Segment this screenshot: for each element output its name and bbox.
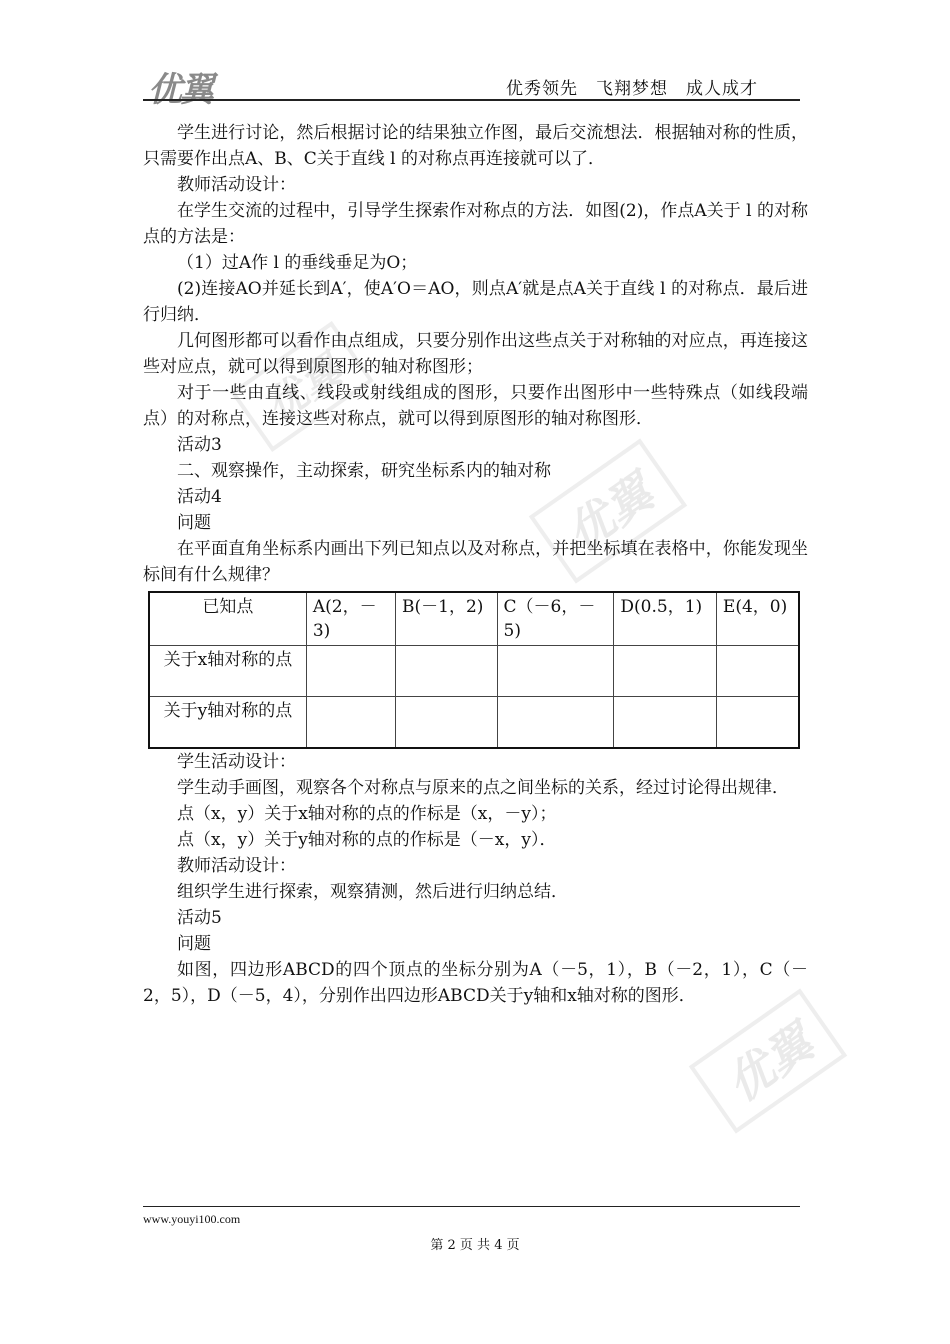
table-cell	[396, 646, 497, 697]
paragraph: 如图，四边形ABCD的四个顶点的坐标分别为A（－5，1），B（－2，1），C（－2，5），D（－5，4），分别作出四边形ABCD关于y轴和x轴对称的图形．	[143, 960, 808, 1006]
coordinate-table	[148, 591, 800, 749]
table-cell	[306, 697, 395, 749]
table-cell	[614, 697, 717, 749]
paragraph: （1）过A作 l 的垂线垂足为O；	[177, 253, 418, 273]
table-header-cell: 已知点	[149, 592, 306, 646]
table-cell	[306, 646, 395, 697]
table-cell	[497, 646, 614, 697]
footer-url: www.youyi100.com	[143, 1212, 241, 1226]
header-slogan: 优秀领先 飞翔梦想 成人成才	[506, 79, 758, 99]
table-row-label: 关于y轴对称的点	[149, 697, 306, 749]
table-row	[149, 646, 799, 697]
watermark: 优翼	[529, 438, 687, 583]
table-cell	[716, 646, 799, 697]
paragraph: 组织学生进行探索，观察猜测，然后进行归纳总结．	[177, 882, 568, 902]
paragraph: 点（x，y）关于y轴对称的点的作标是（－x，y）．	[177, 830, 557, 850]
activity-heading: 活动4	[177, 487, 222, 507]
table-header-cell: A(2，－3)	[306, 592, 395, 646]
table-cell	[716, 697, 799, 749]
paragraph: 在学生交流的过程中，引导学生探索作对称点的方法．如图(2)，作点A关于 l 的对称点的方法是：	[143, 201, 808, 247]
section-heading: 二、观察操作，主动探索，研究坐标系内的轴对称	[177, 461, 551, 481]
table-cell	[396, 697, 497, 749]
question-heading: 问题	[177, 934, 211, 954]
paragraph: (2)连接AO并延长到A′，使A′O＝AO，则点A′就是点A关于直线 l 的对称点．最后进行归纳．	[143, 279, 808, 325]
paragraph: 在平面直角坐标系内画出下列已知点以及对称点，并把坐标填在表格中，你能发现坐标间有什么规律？	[143, 539, 808, 585]
brand-logo: 优翼	[148, 70, 212, 110]
table-cell	[614, 646, 717, 697]
table-header-cell: D(0.5，1)	[614, 592, 717, 646]
document-body	[143, 120, 808, 1009]
activity-heading: 活动5	[177, 908, 222, 928]
paragraph: 学生活动设计：	[177, 752, 296, 772]
paragraph: 点（x，y）关于x轴对称的点的作标是（x，－y）；	[177, 804, 557, 824]
header-divider	[143, 99, 800, 101]
table-header-cell: E(4，0)	[716, 592, 799, 646]
footer-divider	[143, 1206, 800, 1207]
paragraph: 几何图形都可以看作由点组成，只要分别作出这些点关于对称轴的对应点，再连接这些对应点，就可以得到原图形的轴对称图形；	[143, 331, 808, 377]
paragraph: 教师活动设计：	[177, 856, 296, 876]
page-number: 第 2 页 共 4 页	[430, 1238, 520, 1253]
paragraph: 学生进行讨论，然后根据讨论的结果独立作图，最后交流想法．根据轴对称的性质，只需要作出点A、B、C关于直线 l 的对称点再连接就可以了．	[143, 123, 808, 169]
table-header-cell: B(－1，2)	[396, 592, 497, 646]
activity-heading: 活动3	[177, 435, 222, 455]
paragraph: 教师活动设计：	[177, 175, 296, 195]
table-header-cell: C（－6，－5)	[497, 592, 614, 646]
table-cell	[497, 697, 614, 749]
watermark: 优翼	[689, 988, 847, 1133]
table-row-label: 关于x轴对称的点	[149, 646, 306, 697]
table-row	[149, 592, 799, 646]
paragraph: 学生动手画图，观察各个对称点与原来的点之间坐标的关系，经过讨论得出规律．	[177, 778, 789, 798]
watermark: 优翼	[230, 321, 373, 452]
question-heading: 问题	[177, 513, 211, 533]
paragraph: 对于一些由直线、线段或射线组成的图形，只要作出图形中一些特殊点（如线段端点）的对称点，连接这些对称点，就可以得到原图形的轴对称图形．	[143, 383, 808, 429]
table-row	[149, 697, 799, 749]
